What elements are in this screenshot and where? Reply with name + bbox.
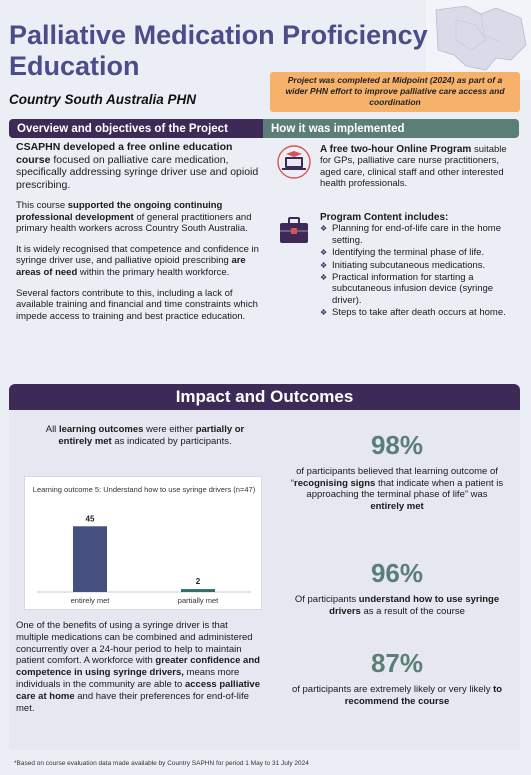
bar-value-label: 2 — [195, 577, 201, 587]
midpoint-callout: Project was completed at Midpoint (2024) as part of a wider PHN effort to improve palliative care access and coordination — [270, 72, 520, 112]
stat-1-bold-2: entirely met — [370, 500, 424, 512]
benefit-text-a: One of the benefits of using a syringe driver is that multiple medications can be combined and administered concurrently over a 24-hour period to help to maintain patient comfort. A workforce with — [16, 620, 253, 667]
lo-text-b: were either — [143, 424, 196, 435]
program-block — [276, 144, 516, 214]
category-label: partially met — [177, 596, 219, 605]
overview-paragraph-3 — [16, 244, 259, 279]
overview-p3-text-b: within the primary health workforce. — [77, 266, 230, 278]
page-subtitle: Country South Australia PHN — [9, 92, 197, 107]
lo-bold-2: partially or entirely met — [58, 424, 245, 447]
stat-1-text-a: of participants believed that learning outcome of “ — [290, 466, 498, 489]
benefit-bold-2: access palliative care at home — [16, 678, 260, 702]
overview-p2-text-a: This course — [16, 200, 68, 211]
content-list-wrap — [320, 212, 515, 320]
australia-map-decoration — [426, 0, 531, 80]
implementation-heading: How it was implemented — [263, 119, 519, 138]
learning-outcomes-summary — [40, 424, 250, 448]
stat-2-bold: understand how to use syringe drivers — [329, 594, 500, 617]
page-title: Palliative Medication Proficiency Education — [9, 20, 428, 81]
benefit-text-b: means more individuals in the community are able to — [16, 667, 240, 690]
content-heading: Program Content includes: — [320, 212, 449, 223]
lo-text-a: All — [45, 424, 59, 435]
overview-paragraph-4: Several factors contribute to this, including a lack of available training and financial and time constraints which impede access to training and best practice education. — [16, 287, 258, 322]
benefit-bold-1: greater confidence and competence in using syringe drivers, — [16, 655, 260, 679]
stat-value-2: 96% — [370, 558, 424, 588]
overview-p1-bold: CSAPHN developed a free online education course — [16, 141, 233, 166]
overview-p3-text-a: It is widely recognised that competence and confidence in syringe driver use, and palliative opioid prescribing — [16, 243, 259, 267]
content-list-item: ❖ Planning for end-of-life care in the home setting. — [320, 223, 515, 246]
toolbox-icon — [276, 212, 312, 248]
footnote: *Based on course evaluation data made available by Country SAPHN for period 1 May to 31 July 2024 — [14, 760, 309, 767]
lo-text-c: as indicated by participants. — [111, 436, 232, 447]
stat-2-text-b: as a result of the course — [360, 605, 465, 617]
learning-outcome-chart — [24, 476, 262, 610]
chart-title: Learning outcome 5: Understand how to use syringe drivers (n=47) — [32, 485, 256, 494]
category-label: entirely met — [70, 596, 110, 605]
content-list-item: ❖ Practical information for starting a subcutaneous infusion device (syringe driver). — [320, 272, 515, 306]
bar-chart-svg — [25, 477, 263, 611]
stat-text-1 — [290, 466, 504, 512]
laptop-cap-icon — [276, 144, 312, 180]
stat-value-3: 87% — [370, 648, 424, 678]
stat-text-2 — [290, 594, 504, 617]
bar-value-label: 45 — [85, 514, 95, 524]
overview-body — [16, 141, 259, 331]
stat-1-text-b: that indicate when a patient is approaching the terminal phase of life” was — [306, 477, 504, 501]
lo-bold-1: learning outcomes — [58, 424, 144, 435]
bar-1 — [181, 589, 215, 592]
content-block — [276, 212, 516, 377]
benefit-paragraph — [16, 620, 263, 714]
content-list-item: ❖ Identifying the terminal phase of life. — [320, 247, 515, 258]
bar-0 — [73, 526, 107, 592]
overview-p1-text: focused on palliative care medication, specifically addressing syringe driver use and opioid prescribing. — [16, 153, 259, 191]
content-list — [320, 223, 515, 318]
benefit-text-c: and have their preferences for end-of-life met. — [16, 690, 249, 714]
overview-paragraph-1 — [16, 141, 259, 191]
stat-3-text-a: of participants are extremely likely or very likely — [291, 684, 494, 695]
stat-value-1: 98% — [370, 430, 424, 460]
program-description — [320, 144, 515, 190]
overview-p2-text-b: of general practitioners and primary health workers across Country South Australia. — [16, 211, 252, 235]
program-heading: A free two-hour Online Program — [320, 144, 472, 155]
stat-3-bold: to recommend the course — [344, 684, 503, 707]
stat-2-text-a: Of participants — [294, 594, 359, 605]
overview-paragraph-2 — [16, 200, 259, 235]
overview-p2-bold: supported the ongoing continuing professional development — [16, 200, 223, 223]
program-text: suitable for GPs, palliative care nurse practitioners, aged care, clinical staff and other interested health professionals. — [320, 144, 507, 190]
stat-text-3 — [290, 684, 504, 707]
content-list-item: ❖ Steps to take after death occurs at home. — [320, 307, 515, 318]
content-list-item: ❖ Initiating subcutaneous medications. — [320, 260, 515, 271]
stat-1-bold: recognising signs — [294, 477, 376, 489]
overview-p3-bold: are areas of need — [16, 255, 246, 278]
overview-heading: Overview and objectives of the Project — [9, 119, 263, 138]
impact-heading: Impact and Outcomes — [9, 384, 520, 410]
